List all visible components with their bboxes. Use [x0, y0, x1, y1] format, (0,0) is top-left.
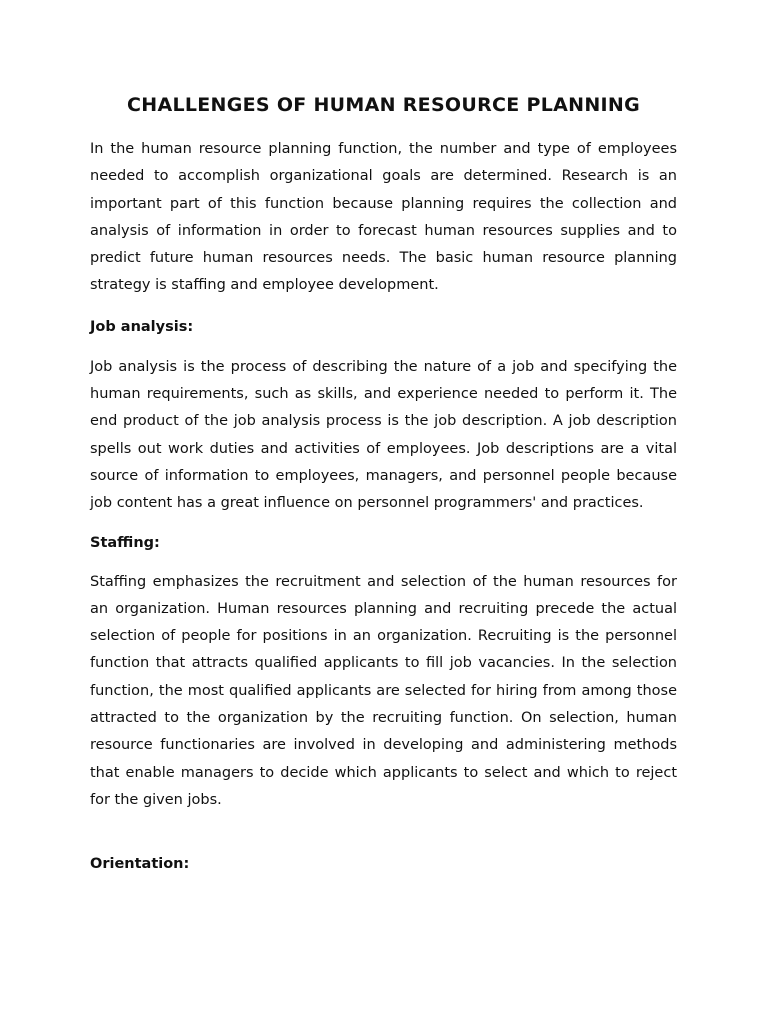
staffing-paragraph: Staffing emphasizes the recruitment and selection of the human resources for an organization. Human resources planning and recruiting precede the actual selection of people for positions in an organization. Recruiting is the personnel function that attracts qualified applicants to fill job vacancies. In the selection function, the most qualified applicants are selected for hiring from among those attracted to the organization by the recruiting function. On selection, human resource functionaries are involved in developing and administering methods that enable managers to decide which applicants to select and which to reject for the given jobs.: [90, 573, 677, 808]
intro-paragraph: In the human resource planning function, the number and type of employees needed to accomplish organizational goals are determined. Research is an important part of this function because planning requires the collection and analysis of information in order to forecast human resources supplies and to predict future human resources needs. The basic human resource planning strategy is staffing and employee development.: [90, 141, 677, 294]
orientation-heading: Orientation:: [90, 856, 190, 873]
document-page: [90, 90, 677, 876]
staffing-heading: Staffing:: [90, 534, 160, 551]
job-analysis-paragraph: Job analysis is the process of describing the nature of a job and specifying the human requirements, such as skills, and experience needed to perform it. The end product of the job analysis process is the job description. A job description spells out work duties and activities of employees. Job descriptions are a vital source of information to employees, managers, and personnel people because job content has a great influence on personnel programmers' and practices.: [90, 358, 677, 512]
job-analysis-heading: Job analysis:: [90, 318, 194, 335]
document-title: CHALLENGES OF HUMAN RESOURCE PLANNING: [127, 94, 640, 116]
